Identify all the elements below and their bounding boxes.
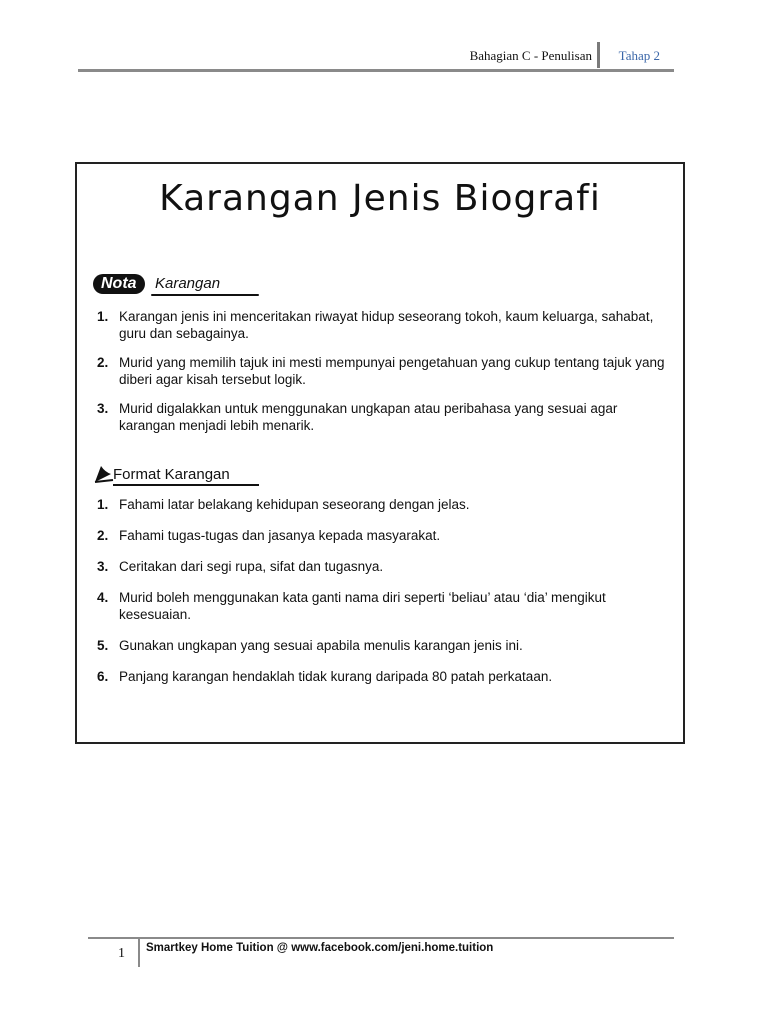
list-item: 1. Fahami latar belakang kehidupan seseorang dengan jelas. xyxy=(97,497,470,512)
list-item: 3. Ceritakan dari segi rupa, sifat dan tugasnya. xyxy=(97,559,384,574)
list-item: 4. Murid boleh menggunakan kata ganti nama diri seperti ‘beliau’ atau ‘dia’ mengikut kesesuaian. xyxy=(97,590,606,622)
nota-badge: Nota xyxy=(93,274,145,294)
page-number: 1 xyxy=(118,946,125,961)
pen-nib-icon xyxy=(93,462,115,484)
footer-credit: Smartkey Home Tuition @ www.facebook.com/jeni.home.tuition xyxy=(146,942,494,954)
header-divider xyxy=(597,42,600,68)
format-underline xyxy=(113,484,259,486)
header-rule xyxy=(78,69,674,72)
list-item: 3. Murid digalakkan untuk menggunakan ungkapan atau peribahasa yang sesuai agar karangan menjadi lebih menarik. xyxy=(97,401,618,433)
footer-divider xyxy=(138,939,140,967)
format-label: Format Karangan xyxy=(113,466,230,483)
list-item: 6. Panjang karangan hendaklah tidak kurang daripada 80 patah perkataan. xyxy=(97,669,553,684)
list-item: 2. Fahami tugas-tugas dan jasanya kepada masyarakat. xyxy=(97,528,441,543)
nota-label: Karangan xyxy=(155,275,221,292)
header-section-title: Bahagian C - Penulisan xyxy=(469,48,592,63)
nota-list xyxy=(97,308,669,446)
format-list xyxy=(97,496,669,699)
nota-underline xyxy=(151,294,259,296)
content-box xyxy=(75,162,685,744)
page-title: Karangan Jenis Biografi xyxy=(159,178,601,219)
page-header xyxy=(78,40,674,72)
list-item: 1. Karangan jenis ini menceritakan riwayat hidup seseorang tokoh, kaum keluarga, sahabat, guru dan sebagainya. xyxy=(97,309,654,341)
list-item: 2. Murid yang memilih tajuk ini mesti mempunyai pengetahuan yang cukup tentang tajuk yang diberi agar kisah tersebut logik. xyxy=(97,355,665,387)
format-heading xyxy=(93,462,273,488)
nota-heading xyxy=(93,272,263,298)
list-item: 5. Gunakan ungkapan yang sesuai apabila menulis karangan jenis ini. xyxy=(97,638,523,653)
footer-rule xyxy=(88,937,674,939)
header-stage-label: Tahap 2 xyxy=(618,48,660,63)
